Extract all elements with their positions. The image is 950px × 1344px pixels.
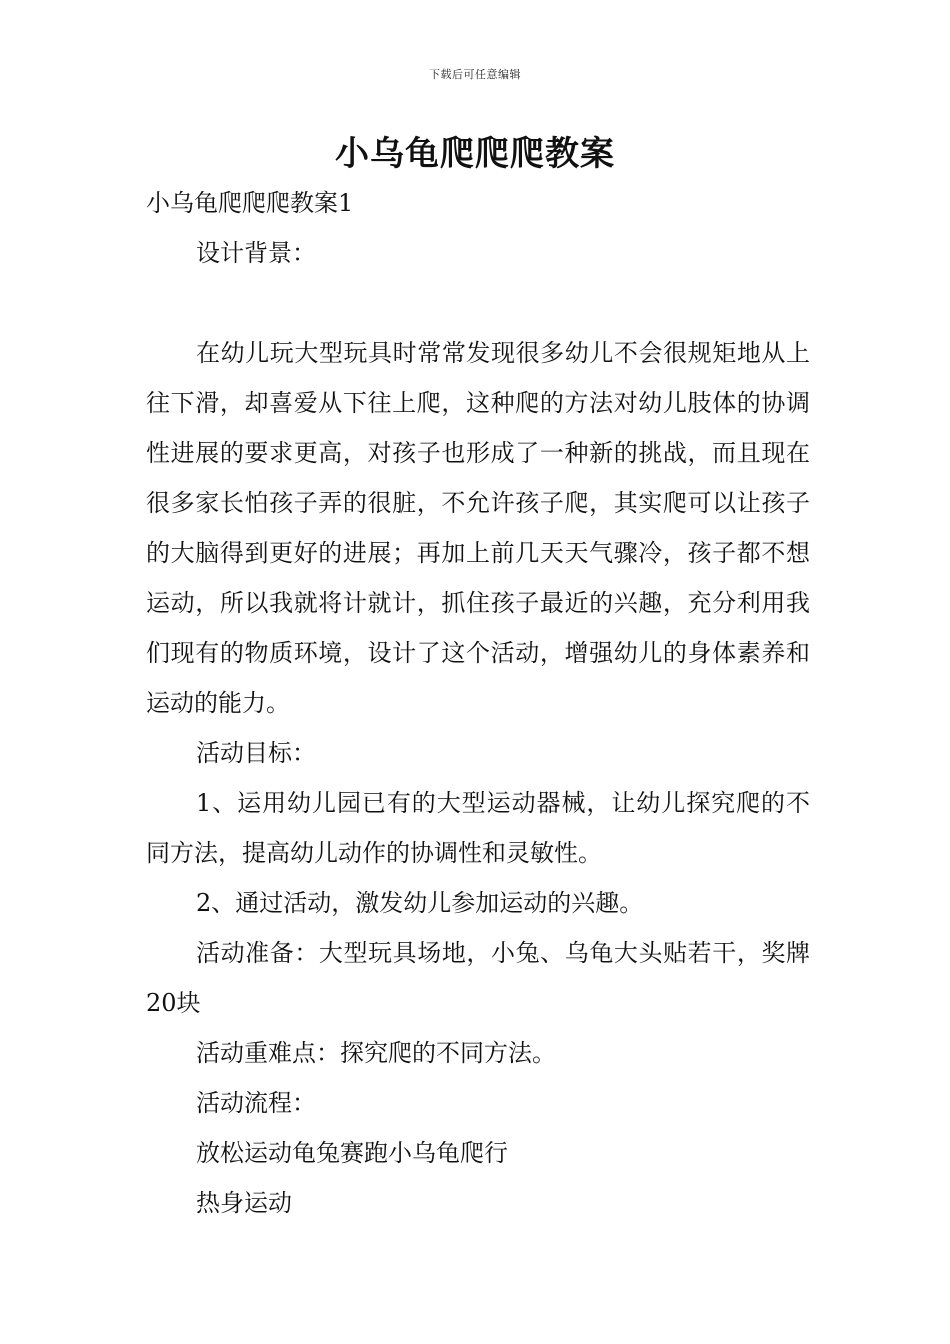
design-background-paragraph: 在幼儿玩大型玩具时常常发现很多幼儿不会很规矩地从上往下滑，却喜爱从下往上爬，这种爬的方法对幼儿肢体的协调性进展的要求更高，对孩子也形成了一种新的挑战，而且现在很多家长怕孩子弄的很脏，不允许孩子爬，其实爬可以让孩子的大脑得到更好的进展；再加上前几天天气骤冷，孩子都不想运动，所以我就将计就计，抓住孩子最近的兴趣，充分利用我们现有的物质环境，设计了这个活动，增强幼儿的身体素养和运动的能力。 <box>146 339 810 717</box>
warmup-heading: 热身运动 <box>196 1189 292 1217</box>
activity-preparation: 活动准备：大型玩具场地，小兔、乌龟大头贴若干，奖牌20块 <box>146 939 810 1017</box>
design-background-heading: 设计背景： <box>196 239 316 267</box>
header-note: 下载后可任意编辑 <box>429 68 521 81</box>
activity-goal-heading: 活动目标： <box>196 739 316 767</box>
activity-goal-1: 1、运用幼儿园已有的大型运动器械，让幼儿探究爬的不同方法，提高幼儿动作的协调性和灵敏性。 <box>146 789 810 867</box>
subtitle: 小乌龟爬爬爬教案1 <box>146 189 354 217</box>
activity-process-heading: 活动流程： <box>196 1089 316 1117</box>
activity-goal-2: 2、通过活动，激发幼儿参加运动的兴趣。 <box>196 889 644 917</box>
document-title: 小乌龟爬爬爬教案 <box>335 134 615 174</box>
document-body <box>146 178 810 1228</box>
activity-process-steps: 放松运动龟兔赛跑小乌龟爬行 <box>196 1139 508 1167</box>
activity-key-points: 活动重难点：探究爬的不同方法。 <box>196 1039 556 1067</box>
blank-line <box>146 278 810 328</box>
